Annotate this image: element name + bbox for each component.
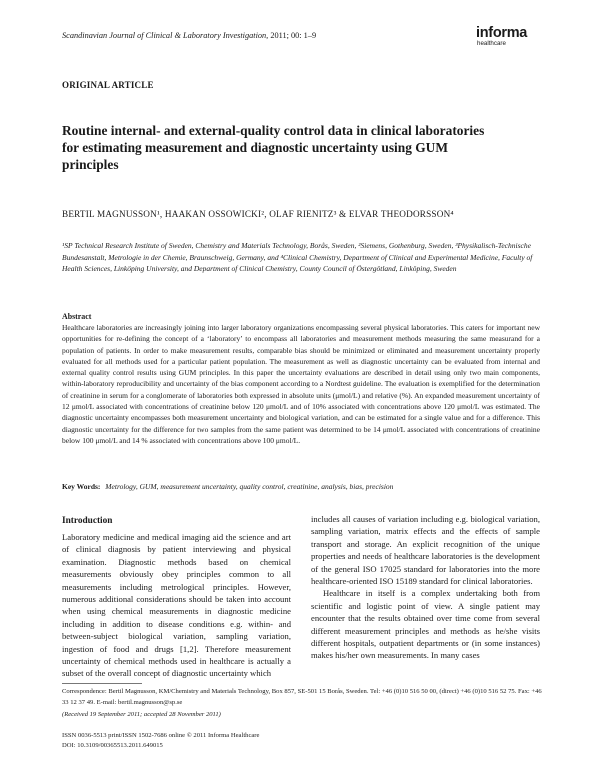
journal-issue: 2011; 00: 1–9 xyxy=(270,31,317,40)
intro-paragraph-2: includes all causes of variation including e.g. biological variation, sampling variation, matrix effects and the effects of sample transport and storage. An explicit recognition of the unique properties and needs of healthcare laboratories is the development of the general ISO 17025 standard for laboratories into the more healthcare-oriented ISO 15189 standard for clinical laboratories. xyxy=(311,514,540,587)
abstract-text: Healthcare laboratories are increasingly joining into larger laboratory organizations encompassing several physical laboratories. This caters for important new opportunities for re-defining the concept of a ‘laboratory’ to encompass all laboratories and measurement methods measuring the same measurand for a population of patients. In order to make measurement results, comparable bias should be minimized or eliminated and measurement uncertainty properly evaluated for all methods used for a particular patient population. The measurement as well as diagnostic uncertainty can be evaluated from internal and external quality control results using GUM principles. In this paper the uncertainty evaluations are described in detail using only two main components, within-laboratory reproducibility and uncertainty of the bias component according to a Nordtest guideline. The evaluation is exemplified for the determination of creatinine in serum for a conglomerate of laboratories both expressed in absolute units (μmol/L) and relative (%). An expanded measurement uncertainty of 12 μmol/L associated with concentrations of creatinine below 120 μmol/L and of 10% associated with concentrations above 120 μmol/L was estimated. The diagnostic uncertainty encompasses both measurement uncertainty and biological variation, and can be estimated for a single value and for a difference. This diagnostic uncertainty for the difference for two samples from the same patient was determined to be 14 μmol/L associated with concentrations of creatinine below 100 μmol/L and 14 % associated with concentrations above 100 μmol/L. xyxy=(62,323,540,445)
abstract-heading: Abstract xyxy=(62,312,92,321)
footnote-divider xyxy=(62,683,142,684)
journal-name: Scandinavian Journal of Clinical & Laboratory Investigation, xyxy=(62,31,269,40)
section-heading-introduction: Introduction xyxy=(62,516,113,526)
publisher-logo-sub: healthcare xyxy=(477,40,506,47)
journal-citation xyxy=(62,31,316,40)
keywords-list: Metrology, GUM, measurement uncertainty, quality control, creatinine, analysis, bias, precision xyxy=(105,482,394,491)
issn-line: ISSN 0036-5513 print/ISSN 1502-7686 online © 2011 Informa Healthcare xyxy=(62,732,260,739)
body-column-right xyxy=(311,513,540,662)
publisher-logo xyxy=(476,26,546,48)
issn-block xyxy=(62,731,542,751)
keywords-label: Key Words: xyxy=(62,482,101,491)
keywords xyxy=(62,481,540,492)
affiliations: ¹SP Technical Research Institute of Sweden, Chemistry and Materials Technology, Borås, Sweden, ²Siemens, Gothenburg, Sweden, ³Physikalisch-Technische Bundesanstalt, Metrologie in der Chemie, Braunschweig, Germany, and ⁴Clinical Chemistry, Department of Clinical and Experimental Medicine, Faculty of Health Sciences, Linköping University, and Department of Clinical Chemistry, County Council of Östergötland, Linköping, Sweden xyxy=(62,241,533,274)
doi-line: DOI: 10.3109/00365513.2011.649015 xyxy=(62,742,163,749)
article-title: Routine internal- and external-quality control data in clinical laboratories for estimating measurement and diagnostic uncertainty using GUM principles xyxy=(62,123,485,172)
correspondence-note: Correspondence: Bertil Magnusson, KM/Chemistry and Materials Technology, Box 857, SE-501 15 Borås, Sweden. Tel: +46 (0)10 516 50 00, (direct) +46 (0)10 516 52 75. Fax: +46 33 12 37 49. E-mail: bertil.magnusson@sp.se xyxy=(62,688,542,706)
intro-paragraph-1: Laboratory medicine and medical imaging aid the science and art of clinical diagnosis by patient interviewing and physical examination. Diagnostic methods based on chemical measurements obviously obey principles common to all measurements including metrological principles. However, numerous additional considerations should be taken into account when using chemical measurements in diagnostic medicine including in addition to disease conditions e.g. within- and between-subject biological variation, sampling variation, ingestion of food and drugs [1,2]. Therefore measurement uncertainty of chemical methods used in healthcare is actually a subset of the overall concept of diagnostic uncertainty which xyxy=(62,532,291,679)
author-list: BERTIL MAGNUSSON¹, HAAKAN OSSOWICKI², OLAF RIENITZ³ & ELVAR THEODORSSON⁴ xyxy=(62,209,454,219)
intro-paragraph-3: Healthcare in itself is a complex undertaking both from scientific and logistic point of view. A single patient may encounter that the results obtained over time come from several different measurement principles and methods as he/she visits different hospitals, outpatient departments or (in some instances) makes his/her own measurements. In many cases xyxy=(311,588,540,661)
article-type: ORIGINAL ARTICLE xyxy=(62,80,154,90)
publisher-logo-name: informa xyxy=(476,25,528,41)
body-column-left xyxy=(62,516,291,680)
received-accepted-dates: (Received 19 September 2011; accepted 28 November 2011) xyxy=(62,711,221,718)
